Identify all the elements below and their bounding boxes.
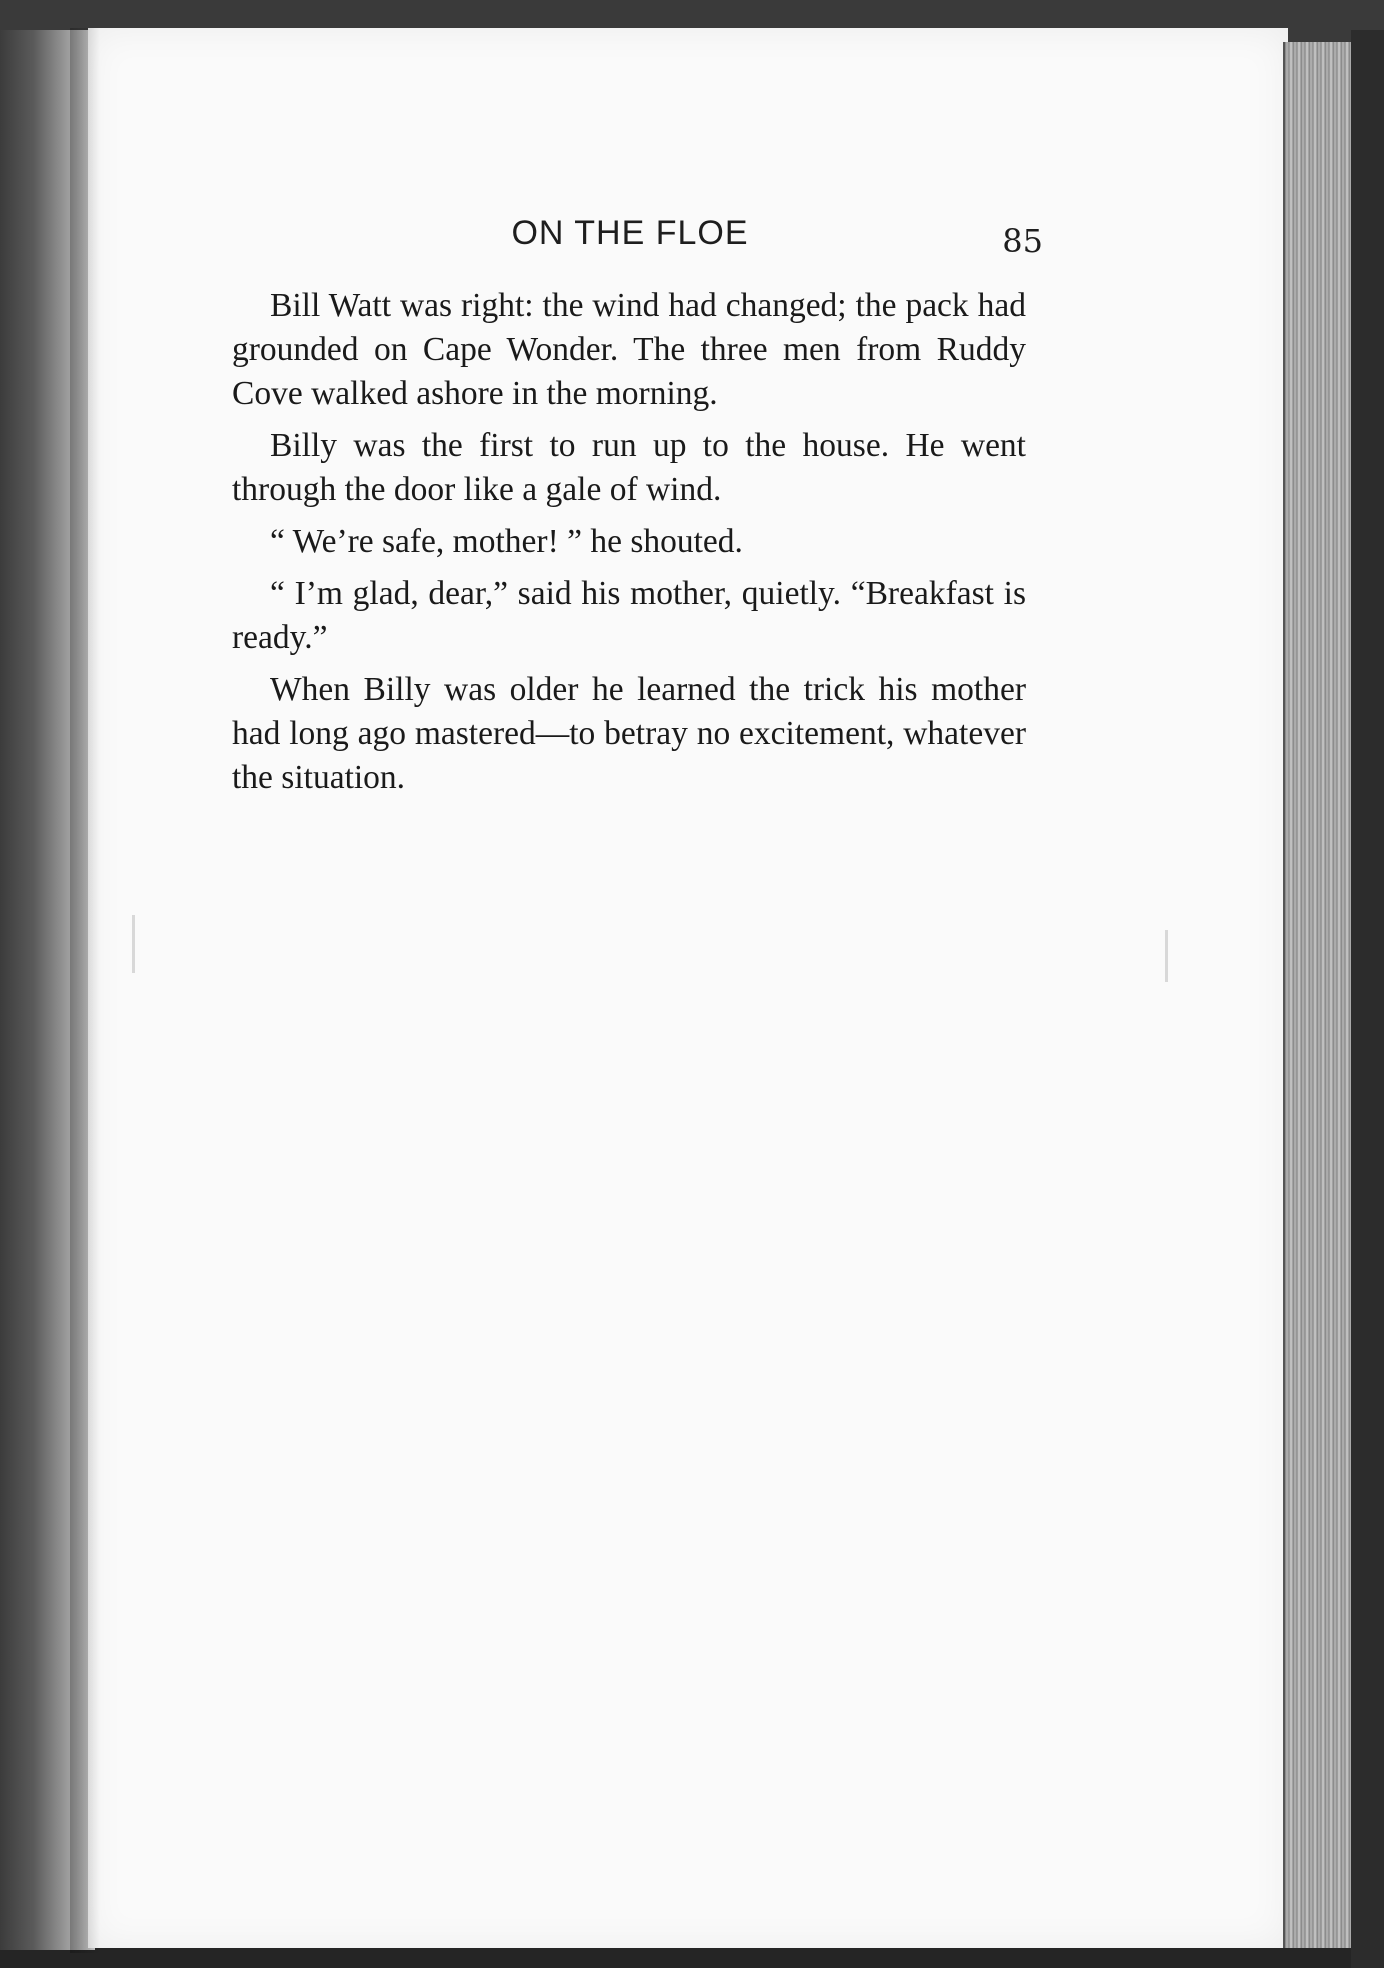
paragraph: “ I’m glad, dear,” said his mother, quietly. “Breakfast is ready.”	[232, 575, 1026, 656]
margin-mark	[132, 915, 135, 973]
paragraph: When Billy was older he learned the trick his mother had long ago mastered—to betray no excitement, whatever the situation.	[232, 671, 1026, 796]
paragraph: Bill Watt was right: the wind had changed; the pack had grounded on Cape Wonder. The three men from Ruddy Cove walked ashore in the morning.	[232, 287, 1026, 412]
page-edges	[1283, 42, 1353, 1948]
spine-shadow	[70, 28, 100, 1953]
paragraph: Billy was the first to run up to the house. He went through the door like a gale of wind.	[232, 427, 1026, 508]
book-cover-edge	[1351, 30, 1384, 1968]
paragraph: “ We’re safe, mother! ” he shouted.	[270, 523, 743, 560]
running-head: ON THE FLOE	[511, 214, 749, 252]
page-number: 85	[1002, 222, 1043, 260]
body-text	[232, 284, 1026, 808]
margin-mark	[1165, 930, 1168, 982]
